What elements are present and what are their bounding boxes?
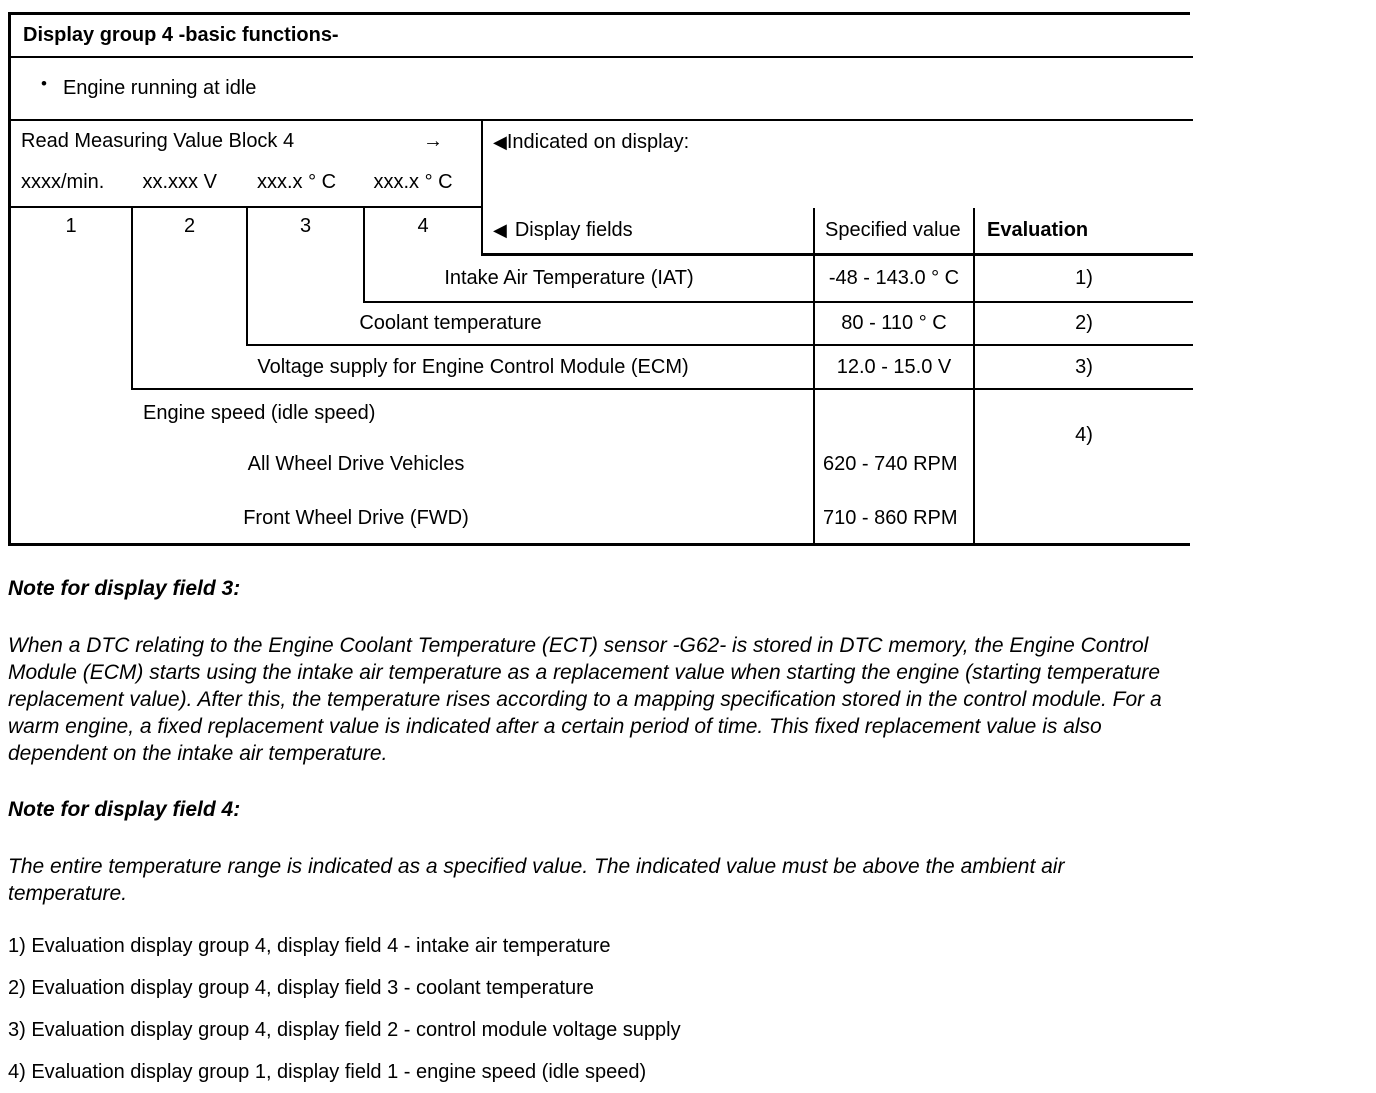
indicated-on-display-label: Indicated on display: (506, 131, 690, 153)
left-triangle-icon: ◀ (493, 220, 507, 240)
bullet-icon: • (41, 73, 47, 93)
row-label-coolant-temperature: Coolant temperature (248, 303, 813, 346)
note-paragraph-field-3 (8, 632, 1358, 767)
engine-speed-variant-fwd-label: Front Wheel Drive (FWD) (243, 506, 469, 529)
test-condition-row (11, 58, 1193, 121)
read-measuring-block-line (11, 130, 481, 153)
engine-speed-variant-fwd (11, 493, 813, 543)
row-label-ecm-voltage-supply: Voltage supply for Engine Control Module (ECM) (133, 346, 813, 390)
engine-speed-label-cell (11, 390, 813, 543)
note-paragraph-field-4 (8, 853, 1358, 907)
specified-value-header: Specified value (813, 208, 973, 256)
text-line: When a DTC relating to the Engine Coolant Temperature (ECT) sensor -G62- is stored in DTC memory, the Engine Control (8, 634, 1149, 657)
note-heading-field-4: Note for display field 4: (8, 798, 241, 821)
display-fields-header-label: Display fields (514, 219, 633, 241)
text-line: 3) Evaluation display group 4, display field 2 - control module voltage supply (8, 1019, 681, 1041)
engine-speed-specified-cell (813, 390, 973, 543)
text-line: Module (ECM) starts using the intake air temperature as a replacement value when starting the engine (starting temperature (8, 661, 1161, 684)
unit-field-3: xxx.x ° C (257, 171, 337, 193)
row-label-intake-air-temperature: Intake Air Temperature (IAT) (365, 256, 813, 303)
table-title-text: Display group 4 -basic functions- (23, 24, 339, 46)
row-specified-coolant-temperature: 80 - 110 ° C (813, 303, 973, 346)
row-specified-intake-air-temperature: -48 - 143.0 ° C (813, 256, 973, 303)
row-evaluation-intake-air-temperature: 1) (973, 256, 1193, 303)
evaluation-notes-list (8, 925, 1358, 1093)
read-measuring-block-label: Read Measuring Value Block 4 (21, 130, 295, 152)
note-heading-field-3: Note for display field 3: (8, 577, 241, 600)
display-fields-header (483, 208, 813, 256)
field-number-2: 2 (133, 208, 248, 346)
text-line: dependent on the intake air temperature. (8, 742, 388, 765)
engine-speed-specified-spacer (815, 390, 973, 436)
engine-speed-evaluation: 4) (973, 390, 1193, 543)
arrow-right-icon: → (423, 130, 443, 152)
table-title (11, 15, 1193, 58)
text-line: replacement value). After this, the temperature rises according to a mapping specification stored in the control module. For a (8, 688, 1162, 711)
unit-field-1: xxxx/min. (21, 171, 105, 193)
read-measuring-block-cell (11, 121, 483, 208)
indicated-on-display-cell (483, 121, 1193, 208)
text-line: temperature. (8, 882, 128, 905)
field-number-3: 3 (248, 208, 365, 303)
engine-speed-variant-awd-label: All Wheel Drive Vehicles (247, 453, 465, 475)
text-line: warm engine, a fixed replacement value is indicated after a certain period of time. This fixed replacement value is also (8, 715, 1102, 738)
row-evaluation-coolant-temperature: 2) (973, 303, 1193, 346)
notes-section (8, 576, 1358, 1093)
text-line: 2) Evaluation display group 4, display field 3 - coolant temperature (8, 977, 594, 999)
engine-speed-specified-fwd: 710 - 860 RPM (823, 506, 958, 529)
left-triangle-icon: ◀ (493, 132, 507, 152)
row-evaluation-ecm-voltage-supply: 3) (973, 346, 1193, 390)
text-line: 4) Evaluation display group 1, display field 1 - engine speed (idle speed) (8, 1061, 647, 1083)
field-number-4: 4 (365, 208, 483, 256)
evaluation-header: Evaluation (973, 208, 1193, 256)
unit-field-2: xx.xxx V (142, 171, 217, 193)
engine-speed-variant-awd (11, 436, 813, 493)
field-number-1: 1 (11, 208, 133, 390)
display-group-table (8, 12, 1190, 546)
row-specified-ecm-voltage-supply: 12.0 - 15.0 V (813, 346, 973, 390)
unit-field-4: xxx.x ° C (373, 171, 453, 193)
units-row (11, 171, 481, 194)
engine-speed-specified-awd: 620 - 740 RPM (823, 453, 958, 475)
engine-speed-label: Engine speed (idle speed) (143, 401, 376, 424)
text-line: 1) Evaluation display group 4, display field 4 - intake air temperature (8, 935, 611, 957)
text-line: The entire temperature range is indicated as a specified value. The indicated value must be above the ambient air (8, 855, 1065, 878)
test-condition-text: Engine running at idle (62, 77, 257, 99)
